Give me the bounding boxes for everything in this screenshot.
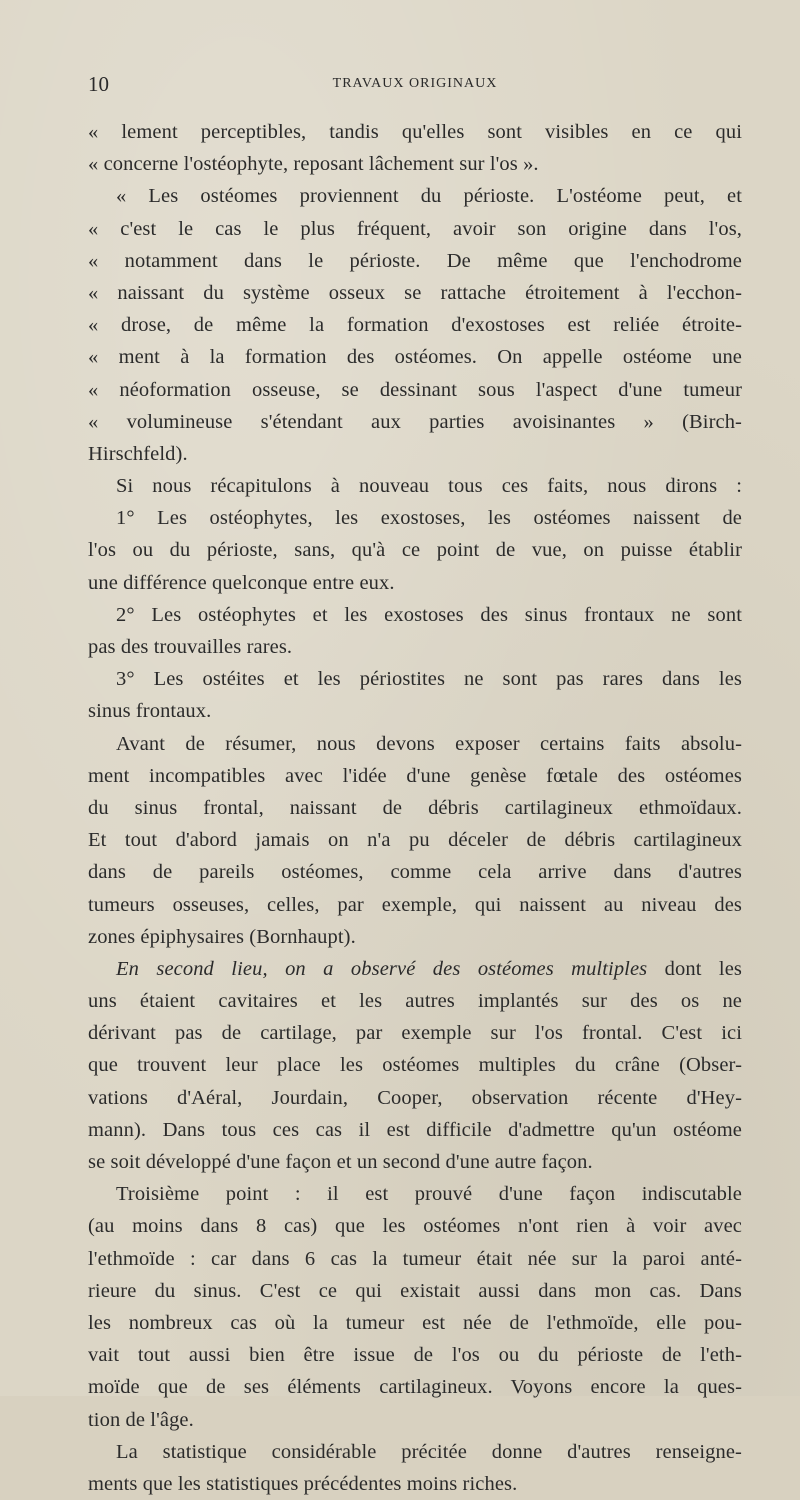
text-line: Hirschfeld). [88, 442, 188, 465]
text-line: uns étaient cavitaires et les autres implantés sur des os ne [88, 990, 742, 1013]
text-line: Et tout d'abord jamais on n'a pu déceler de débris cartilagineux [88, 829, 742, 852]
text-line: « naissant du système osseux se rattache étroitement à l'ecchon- [88, 281, 742, 304]
text-line: 3° Les ostéites et les périostites ne sont pas rares dans les [116, 668, 742, 691]
text-line: que trouvent leur place les ostéomes multiples du crâne (Obser- [88, 1054, 742, 1077]
text-line: sinus frontaux. [88, 700, 212, 723]
text-line [88, 953, 742, 985]
text-line: une différence quelconque entre eux. [88, 571, 395, 594]
text-line: moïde que de ses éléments cartilagineux. Voyons encore la ques- [88, 1376, 742, 1399]
text-line: tumeurs osseuses, celles, par exemple, qui naissent au niveau des [88, 893, 742, 916]
text-line: dans de pareils ostéomes, comme cela arrive dans d'autres [88, 861, 742, 884]
text-line: tion de l'âge. [88, 1408, 194, 1431]
text-line: « ment à la formation des ostéomes. On appelle ostéome une [88, 346, 742, 369]
text-line: Troisième point : il est prouvé d'une façon indiscutable [116, 1183, 742, 1206]
text-line: ment incompatibles avec l'idée d'une genèse fœtale des ostéomes [88, 764, 742, 787]
text-line: (au moins dans 8 cas) que les ostéomes n'ont rien à voir avec [88, 1215, 742, 1238]
text-line: Si nous récapitulons à nouveau tous ces faits, nous dirons : [116, 475, 742, 498]
text-line: « notamment dans le périoste. De même que l'enchodrome [88, 249, 742, 272]
text-line: dérivant pas de cartilage, par exemple sur l'os frontal. C'est ici [88, 1022, 742, 1045]
text-line: « Les ostéomes proviennent du périoste. L'ostéome peut, et [116, 185, 742, 208]
text-line: vations d'Aéral, Jourdain, Cooper, observation récente d'Hey- [88, 1086, 742, 1109]
body-text [88, 116, 742, 1500]
text-line: pas des trouvailles rares. [88, 636, 293, 658]
text-line: l'ethmoïde : car dans 6 cas la tumeur était née sur la paroi anté- [88, 1247, 742, 1270]
text-line: les nombreux cas où la tumeur est née de l'ethmoïde, elle pou- [88, 1311, 742, 1334]
text-line: ments que les statistiques précédentes moins riches. [88, 1472, 518, 1495]
running-title: TRAVAUX ORIGINAUX [332, 76, 498, 91]
text-line: « néoformation osseuse, se dessinant sous l'aspect d'une tumeur [88, 378, 742, 401]
page-header [88, 72, 742, 102]
text-line: La statistique considérable précitée donne d'autres renseigne- [116, 1440, 742, 1463]
italic-phrase: En second lieu, on a observé des ostéomes multiples [116, 957, 648, 980]
text-line: du sinus frontal, naissant de débris cartilagineux ethmoïdaux. [88, 796, 742, 819]
text-line: l'os ou du périoste, sans, qu'à ce point de vue, on puisse établir [88, 539, 742, 562]
text-fragment: dont les [664, 957, 742, 980]
text-line: zones épiphysaires (Bornhaupt). [88, 925, 356, 948]
text-line: « volumineuse s'étendant aux parties avoisinantes » (Birch- [88, 410, 742, 433]
text-line: « concerne l'ostéophyte, reposant lâchement sur l'os ». [88, 153, 539, 176]
text-line: 1° Les ostéophytes, les exostoses, les ostéomes naissent de [116, 507, 742, 530]
text-line: « c'est le cas le plus fréquent, avoir son origine dans l'os, [88, 217, 742, 240]
text-line: vait tout aussi bien être issue de l'os ou du périoste de l'eth- [88, 1344, 742, 1367]
text-line: se soit développé d'une façon et un second d'une autre façon. [88, 1151, 593, 1173]
text-line: mann). Dans tous ces cas il est difficile d'admettre qu'un ostéome [88, 1118, 742, 1141]
text-line: 2° Les ostéophytes et les exostoses des sinus frontaux ne sont [116, 603, 742, 626]
text-line: rieure du sinus. C'est ce qui existait aussi dans mon cas. Dans [88, 1279, 742, 1302]
text-line: « drose, de même la formation d'exostoses est reliée étroite- [88, 314, 742, 337]
text-line: Avant de résumer, nous devons exposer certains faits absolu- [116, 732, 742, 755]
text-line: « lement perceptibles, tandis qu'elles sont visibles en ce qui [88, 121, 742, 143]
page-number: 10 [88, 72, 109, 96]
